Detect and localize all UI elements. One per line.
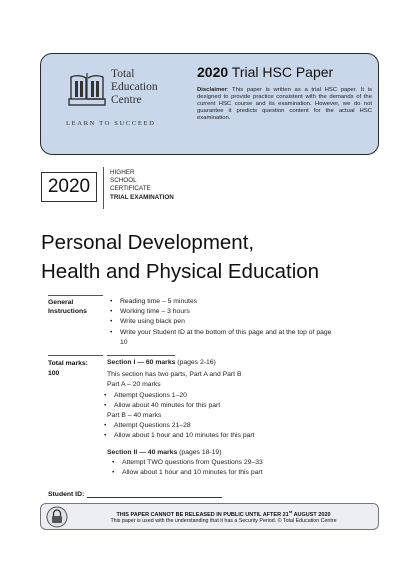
- logo-line1: Total: [111, 68, 135, 80]
- exam-line-trial: TRIAL EXAMINATION: [110, 193, 174, 201]
- general-label-line1: General: [48, 299, 74, 306]
- marks-rule-left: [48, 355, 103, 356]
- footer-security-notice: This paper is used with the understanding that it has a Security Period. © Total Education Centre: [110, 518, 337, 524]
- exam-line-certificate: CERTIFICATE: [110, 185, 151, 193]
- subject-line2: Health and Physical Education: [41, 260, 320, 283]
- disclaimer: [197, 87, 372, 122]
- part-b-item: • Allow about 1 hour and 10 minutes for this part: [101, 431, 347, 441]
- part-b-item: • Attempt Questions 21–28: [101, 421, 347, 431]
- section2-heading: [107, 448, 347, 458]
- paper-title: [197, 64, 333, 80]
- exam-year-box: 2020: [41, 172, 97, 202]
- subject-line1: Personal Development,: [41, 231, 255, 254]
- header-box: [40, 53, 379, 155]
- general-label-line2: Instructions: [48, 308, 87, 315]
- disclaimer-text: : This paper is written as a trial HSC paper. It is designed to provide practice consistent with the demands of the current HSC course and its examination. However, we do not guarantee it predicts question content for the actual HSC examination.: [197, 87, 372, 122]
- exam-divider: [103, 167, 104, 209]
- student-id-label: Student ID:: [48, 491, 85, 498]
- footer-line1-sup: st: [288, 509, 293, 514]
- logo-tagline: LEARN TO SUCCEED: [66, 120, 156, 127]
- logo-line2: Education: [111, 81, 158, 93]
- section1-desc: This section has two parts, Part A and Part B: [107, 371, 242, 379]
- marks-rule-right: [107, 355, 175, 356]
- logo-line3: Centre: [111, 94, 142, 106]
- general-item: • Write your Student ID at the bottom of this page and at the top of page 10: [107, 328, 332, 348]
- exam-line-higher: HIGHER: [110, 169, 135, 176]
- part-a-item: • Allow about 40 minutes for this part: [101, 401, 347, 411]
- section2-item: • Attempt TWO questions from Questions 29–33: [109, 458, 347, 468]
- padlock-icon: [45, 506, 69, 528]
- section1-title: Section I — 60 marks: [107, 359, 176, 366]
- logo: [57, 68, 205, 146]
- marks-label-line2: 100: [48, 370, 60, 377]
- paper-year: 2020: [197, 64, 229, 80]
- paper-title-text: Trial HSC Paper: [231, 64, 334, 80]
- disclaimer-label: Disclaimer: [197, 87, 227, 93]
- logo-text: [111, 68, 158, 107]
- subject-title: [41, 228, 319, 286]
- general-instructions: [107, 297, 332, 348]
- section1-pages: (pages 2-16): [175, 359, 216, 366]
- marks-label: [48, 359, 88, 379]
- section2-pages: (pages 18-19): [177, 448, 222, 456]
- student-id-field[interactable]: [87, 491, 222, 498]
- marks-sections: [107, 358, 347, 478]
- footer-line1-b: AUGUST 2020: [292, 511, 331, 518]
- section2-item: • Allow about 1 hour and 10 minutes for this part: [109, 468, 347, 478]
- exam-lines: [110, 169, 174, 202]
- footer-box: [40, 503, 379, 530]
- footer-line1-a: THIS PAPER CANNOT BE RELEASED IN PUBLIC UNTIL AFTER 21: [116, 511, 289, 518]
- section1-heading: [107, 358, 347, 368]
- footer-release-notice: [71, 509, 376, 518]
- general-item: • Reading time – 5 minutes: [107, 297, 332, 307]
- general-item: • Working time – 3 hours: [107, 307, 332, 317]
- book-icon: [67, 69, 107, 111]
- student-id: [48, 491, 222, 498]
- general-label: [48, 298, 87, 316]
- section2-title: Section II — 40 marks: [107, 448, 178, 456]
- part-b-title: Part B – 40 marks: [107, 412, 162, 420]
- part-a-item: • Attempt Questions 1–20: [101, 391, 347, 401]
- marks-label-line1: Total marks:: [48, 360, 88, 367]
- exam-line-school: SCHOOL: [110, 177, 137, 185]
- general-rule: [48, 295, 103, 296]
- part-a-title: Part A – 20 marks: [107, 381, 161, 389]
- general-item: • Write using black pen: [107, 317, 332, 327]
